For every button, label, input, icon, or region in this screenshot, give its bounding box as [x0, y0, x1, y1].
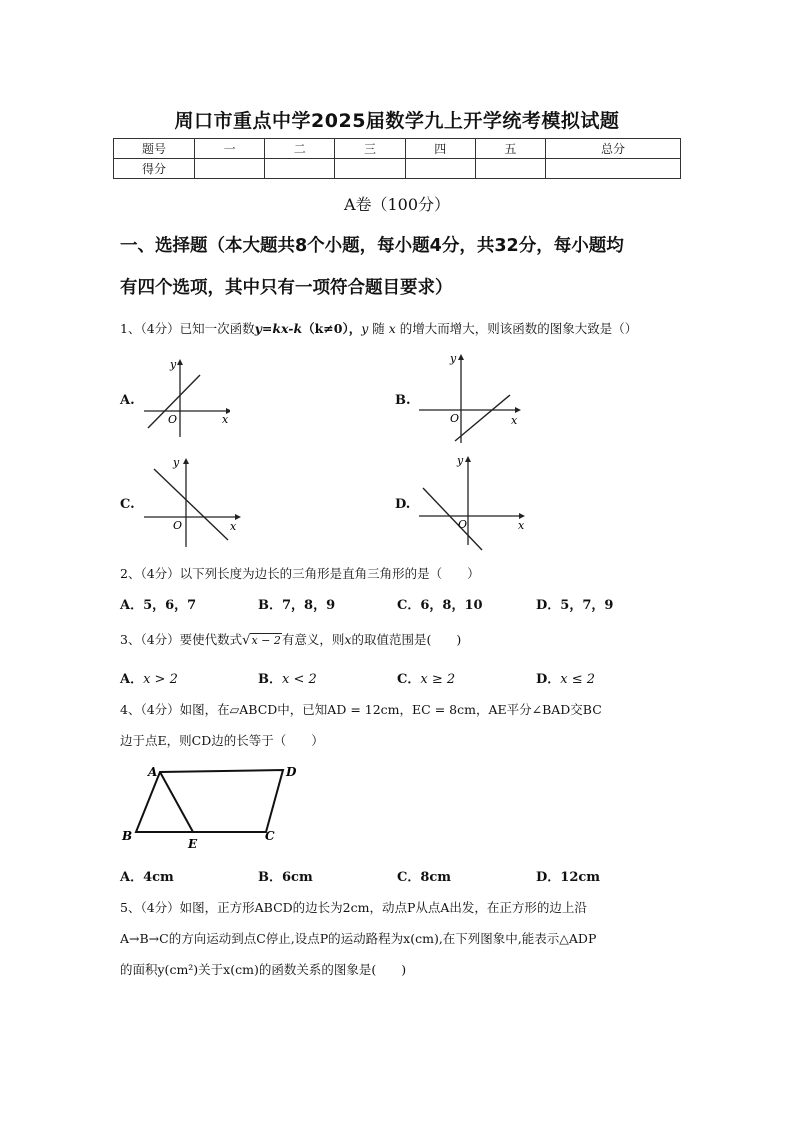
svg-text:x: x	[230, 520, 237, 533]
score-table-header-row	[114, 139, 681, 159]
question-4-line2: 边于点E，则CD边的长等于（ ）	[120, 733, 324, 748]
score-header-cell: 题号	[114, 139, 195, 159]
q1-option-c-label: C.	[120, 497, 135, 512]
question-1-text: 1、（4分）已知一次函数y=kx-k（k≠0），y 随 x 的增大而增大，则该函数的图象大致是（）	[120, 321, 638, 336]
question-5-line3: 的面积y(cm²)关于x(cm)的函数关系的图象是( )	[120, 962, 407, 977]
q1-graph-d	[415, 450, 530, 555]
score-row-label: 得分	[114, 159, 195, 179]
section-a-heading: A卷（100分）	[343, 195, 451, 214]
svg-text:x: x	[511, 414, 518, 427]
q4-option-a: A．4cm	[120, 870, 174, 885]
svg-text:x: x	[518, 519, 525, 532]
question-5-line1: 5、（4分）如图，正方形ABCD的边长为2cm，动点P从点A出发，在正方形的边上沿	[120, 900, 587, 915]
svg-text:y: y	[457, 454, 464, 467]
q2-option-c: C．6，8，10	[397, 598, 483, 613]
q1-graph-c	[140, 452, 245, 552]
svg-text:y: y	[170, 358, 177, 371]
page-title: 周口市重点中学2025届数学九上开学统考模拟试题	[174, 110, 620, 132]
q1-option-a-label: A.	[120, 393, 135, 408]
q1-condition: （k≠0），	[302, 321, 362, 336]
q3-option-b: B．x < 2	[258, 672, 317, 687]
score-cell	[335, 159, 405, 179]
question-5-line2: A→B→C的方向运动到点C停止,设点P的运动路程为x(cm),在下列图象中,能表示△ADP	[120, 931, 597, 946]
svg-text:O: O	[173, 519, 183, 532]
svg-text:A: A	[148, 765, 158, 779]
q3-option-c: C．x ≥ 2	[397, 672, 456, 687]
question-4-line1: 4、（4分）如图，在▱ABCD中，已知AD = 12cm，EC = 8cm，AE平分∠BAD交BC	[120, 702, 602, 717]
question-2-text: 2、（4分）以下列长度为边长的三角形是直角三角形的是（ ）	[120, 566, 480, 581]
svg-text:O: O	[168, 413, 178, 426]
svg-text:O: O	[458, 518, 468, 531]
score-cell	[546, 159, 681, 179]
q1-graph-a	[140, 353, 230, 443]
svg-text:y: y	[450, 352, 457, 365]
q2-option-a: A．5，6，7	[120, 598, 197, 613]
q3-radicand: x − 2	[251, 634, 281, 647]
score-cell	[475, 159, 545, 179]
svg-text:C: C	[265, 829, 275, 843]
q2-option-b: B．7，8，9	[258, 598, 336, 613]
part1-heading-line1: 一、选择题（本大题共8个小题，每小题4分，共32分，每小题均	[120, 236, 624, 256]
question-3-text: 3、（4分）要使代数式√x − 2有意义，则x的取值范围是( )	[120, 632, 462, 648]
score-table	[113, 138, 681, 179]
svg-text:D: D	[286, 765, 297, 779]
q4-parallelogram-figure	[118, 760, 308, 852]
q3-sqrt-sign: √	[242, 633, 251, 648]
score-header-cell: 三	[335, 139, 405, 159]
q4-option-b: B．6cm	[258, 870, 313, 885]
part1-heading-line2: 有四个选项，其中只有一项符合题目要求）	[120, 278, 453, 298]
svg-text:O: O	[450, 412, 460, 425]
score-header-cell: 一	[195, 139, 265, 159]
q4-option-c: C．8cm	[397, 870, 452, 885]
q1-graph-b	[415, 348, 525, 448]
q1-option-d-label: D.	[395, 497, 411, 512]
q4-option-d: D．12cm	[536, 870, 601, 885]
score-cell	[405, 159, 475, 179]
score-table-score-row	[114, 159, 681, 179]
q1-function: y=kx-k	[254, 321, 303, 336]
score-header-cell: 四	[405, 139, 475, 159]
score-header-cell: 总分	[546, 139, 681, 159]
q1-option-b-label: B.	[395, 393, 411, 408]
svg-text:x: x	[222, 413, 229, 426]
svg-text:y: y	[173, 456, 180, 469]
q3-option-a: A．x > 2	[120, 672, 178, 687]
score-cell	[265, 159, 335, 179]
score-header-cell: 二	[265, 139, 335, 159]
score-cell	[195, 159, 265, 179]
score-header-cell: 五	[475, 139, 545, 159]
svg-text:E: E	[188, 837, 198, 851]
q2-option-d: D．5，7，9	[536, 598, 614, 613]
svg-text:B: B	[122, 829, 133, 843]
q3-option-d: D．x ≤ 2	[536, 672, 596, 687]
